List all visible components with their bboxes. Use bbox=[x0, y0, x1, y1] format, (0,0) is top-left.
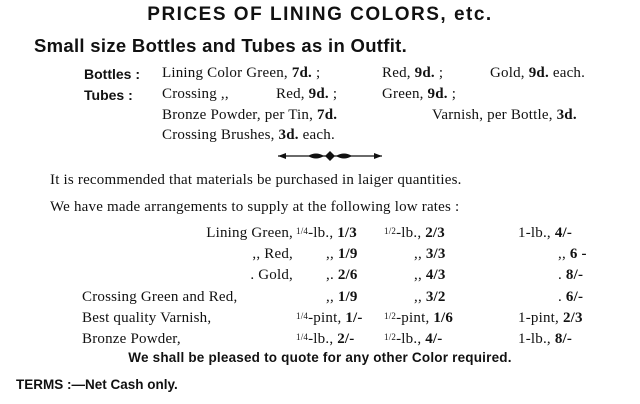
tubes-brushes-price: 3d. bbox=[278, 127, 299, 143]
fraction: 1/4 bbox=[296, 226, 309, 236]
recommend-text: It is recommended that materials be purchased in laiger quantities. bbox=[50, 172, 462, 188]
price-row-name: Crossing Green and Red, bbox=[82, 289, 238, 305]
price-cell-1: ,, 1/9 bbox=[326, 289, 358, 305]
bottles-green: Lining Color Green, 7d. ; bbox=[162, 65, 321, 81]
bottles-green-price: 7d. bbox=[291, 65, 313, 81]
bottles-label: Bottles : bbox=[84, 66, 140, 82]
price-value: 4/- bbox=[554, 225, 573, 241]
price-value: 1/6 bbox=[433, 310, 454, 326]
price-row-name: Lining Green, bbox=[206, 225, 293, 241]
price-cell-2: $^{1/2}$-lb., 2/3 bbox=[384, 225, 446, 241]
bottles-gold-price: 9d. bbox=[528, 65, 549, 81]
arrangements-text: We have made arrangements to supply at the following low rates : bbox=[50, 199, 460, 215]
tubes-bronze: Bronze Powder, per Tin, 7d. bbox=[162, 107, 338, 123]
bottles-red-price: 9d. bbox=[414, 65, 435, 81]
tubes-varnish-price: 3d. bbox=[556, 107, 577, 123]
price-value: 2/6 bbox=[337, 267, 358, 283]
price-cell-3: 1-lb., 4/- bbox=[518, 225, 573, 241]
tubes-red: Red, 9d. ; bbox=[276, 86, 338, 102]
bottles-gold: Gold, 9d. each. bbox=[490, 65, 586, 81]
price-row-name: . Gold, bbox=[250, 267, 293, 283]
price-value: 2/- bbox=[337, 331, 355, 347]
tubes-crossing: Crossing ,, bbox=[162, 86, 229, 102]
bottles-red: Red, 9d. ; bbox=[382, 65, 444, 81]
price-value: 4/3 bbox=[425, 267, 446, 283]
footer-note: We shall be pleased to quote for any other Color required. bbox=[128, 350, 512, 365]
price-cell-3: 1-pint, 2/3 bbox=[518, 310, 583, 326]
tubes-green-price: 9d. bbox=[427, 86, 448, 102]
ornament-divider-icon bbox=[278, 150, 382, 162]
tubes-green: Green, 9d. ; bbox=[382, 86, 457, 102]
tubes-bronze-price: 7d. bbox=[317, 107, 338, 123]
price-cell-2: ,, 3/3 bbox=[414, 246, 446, 262]
terms-note: TERMS :—Net Cash only. bbox=[16, 377, 178, 392]
price-value: 1/3 bbox=[337, 225, 358, 241]
price-value: 6/- bbox=[565, 289, 584, 305]
price-cell-2: $^{1/2}$-lb., 4/- bbox=[384, 331, 443, 347]
price-value: 1/- bbox=[345, 310, 363, 326]
price-cell-1: $^{1/4}$-lb., 2/- bbox=[296, 331, 355, 347]
price-value: 1/9 bbox=[337, 289, 358, 305]
price-cell-1: ,. 2/6 bbox=[326, 267, 358, 283]
price-cell-2: ,, 4/3 bbox=[414, 267, 446, 283]
price-cell-1: $^{1/4}$-lb., 1/3 bbox=[296, 225, 358, 241]
price-value: 1/9 bbox=[337, 246, 358, 262]
tubes-label: Tubes : bbox=[84, 87, 133, 103]
price-value: 2/3 bbox=[562, 310, 583, 326]
tubes-brushes: Crossing Brushes, 3d. each. bbox=[162, 127, 335, 143]
fraction: 1/4 bbox=[296, 332, 309, 342]
price-cell-2: ,, 3/2 bbox=[414, 289, 446, 305]
page-subtitle: Small size Bottles and Tubes as in Outfit. bbox=[34, 35, 408, 56]
price-row-name: Best quality Varnish, bbox=[82, 310, 212, 326]
price-value: 8/- bbox=[554, 331, 573, 347]
price-value: 3/3 bbox=[425, 246, 446, 262]
price-value: 8/- bbox=[565, 267, 584, 283]
price-row-name: Bronze Powder, bbox=[82, 331, 181, 347]
price-cell-1: ,, 1/9 bbox=[326, 246, 358, 262]
price-value: 4/- bbox=[425, 331, 443, 347]
price-cell-3: ,, 6 - bbox=[558, 246, 587, 262]
price-value: 6 - bbox=[569, 246, 587, 262]
price-row-name: ,, Red, bbox=[252, 246, 293, 262]
price-cell-3: . 8/- bbox=[558, 267, 584, 283]
price-value: 3/2 bbox=[425, 289, 446, 305]
price-cell-3: 1-lb., 8/- bbox=[518, 331, 573, 347]
fraction: 1/4 bbox=[296, 311, 309, 321]
price-value: 2/3 bbox=[425, 225, 446, 241]
price-cell-3: . 6/- bbox=[558, 289, 584, 305]
tubes-varnish: Varnish, per Bottle, 3d. bbox=[432, 107, 577, 123]
fraction: 1/2 bbox=[384, 226, 397, 236]
price-cell-1: $^{1/4}$-pint, 1/- bbox=[296, 310, 363, 326]
tubes-red-price: 9d. bbox=[308, 86, 329, 102]
price-cell-2: $^{1/2}$-pint, 1/6 bbox=[384, 310, 454, 326]
fraction: 1/2 bbox=[384, 311, 397, 321]
page-title: PRICES OF LINING COLORS, etc. bbox=[147, 4, 493, 25]
fraction: 1/2 bbox=[384, 332, 397, 342]
